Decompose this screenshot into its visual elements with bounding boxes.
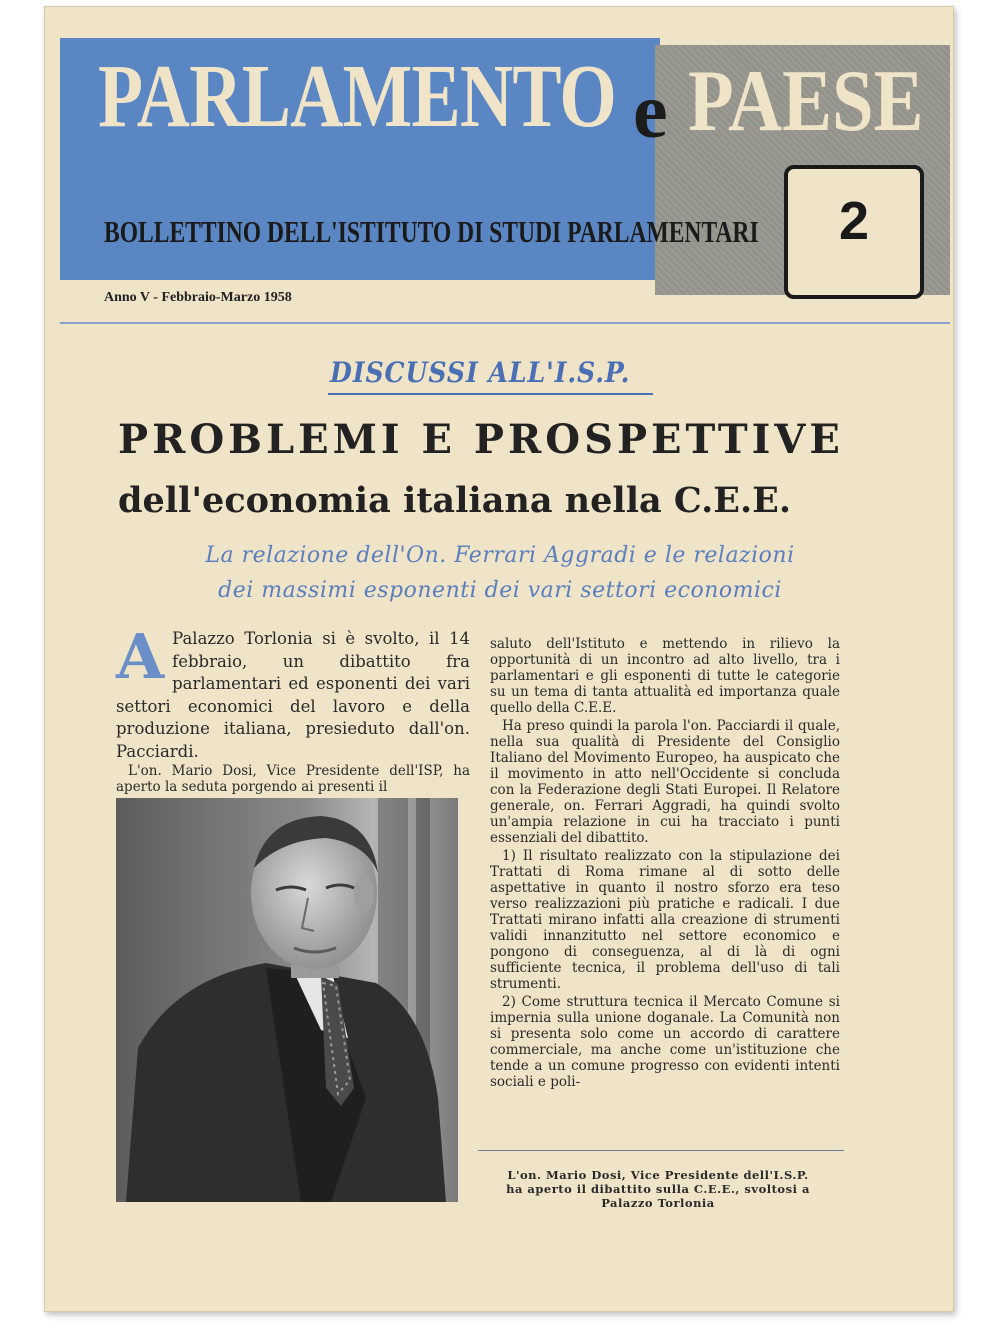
article-column-right: [490, 636, 840, 1092]
caption-divider: [478, 1150, 844, 1151]
masthead-title-conjunction: e: [633, 67, 668, 154]
masthead-subtitle: BOLLETTINO DELL'ISTITUTO DI STUDI PARLAMENTARI: [104, 214, 759, 249]
article-kicker: DISCUSSI ALL'I.S.P.: [330, 356, 631, 389]
masthead-title-paese: PAESE: [688, 53, 924, 150]
article-paragraph: 2) Come struttura tecnica il Mercato Comune si impernia sulla unione doganale. La Comunità non si presenta solo come un accordo di carattere commerciale, ma anche come un'istituzione che tende a un comune progresso con evidenti intenti sociali e poli-: [490, 994, 840, 1090]
article-paragraph: L'on. Mario Dosi, Vice Presidente dell'ISP, ha aperto la seduta porgendo ai presenti il: [116, 763, 470, 795]
issue-number: 2: [838, 191, 870, 251]
header-divider: [60, 322, 950, 324]
issue-number-box: [784, 165, 924, 299]
portrait-illustration: [116, 798, 458, 1202]
caption-line: L'on. Mario Dosi, Vice Presidente dell'I.S.P.: [507, 1168, 809, 1182]
article-paragraph: 1) Il risultato realizzato con la stipulazione dei Trattati di Roma rimane al di sotto delle aspettative in quanto il nostro sforzo era teso verso realizzazioni più pratiche e radicali. I due Trattati mirano infatti alla creazione di strumenti validi innanzitutto nel settore economico e pongono di conseguenza, al di là di ogni sufficiente tecnica, il problema dell'uso di tali strumenti.: [490, 848, 840, 992]
caption-line: Palazzo Torlonia: [601, 1196, 715, 1210]
article-deck: [170, 538, 830, 608]
article-paragraph: Ha preso quindi la parola l'on. Pacciardi il quale, nella sua qualità di Presidente del Consiglio Italiano del Movimento Europeo, ha auspicato che il movimento in atto nell'Occidente si concluda con la Federazione degli Stati Europei. Il Relatore generale, on. Ferrari Aggradi, ha quindi svolto un'ampia relazione in cui ha tracciato i punti essenziali del dibattito.: [490, 718, 840, 846]
masthead-title-parlamento: PARLAMENTO: [98, 47, 616, 146]
kicker-underline: [328, 393, 653, 395]
dateline: Anno V - Febbraio-Marzo 1958: [104, 290, 292, 305]
article-column-left: [116, 620, 470, 795]
photo-caption: [488, 1168, 828, 1210]
article-subheadline: dell'economia italiana nella C.E.E.: [118, 480, 791, 521]
deck-line: dei massimi esponenti dei vari settori economici: [218, 578, 782, 603]
caption-line: ha aperto il dibattito sulla C.E.E., svoltosi a: [506, 1182, 810, 1196]
portrait-photo: [116, 798, 458, 1202]
article-lead-paragraph: Palazzo Torlonia si è svolto, il 14 febbraio, un dibattito fra parlamentari ed esponenti dei vari settori economici del lavoro e della produzione italiana, presieduto dall'on. Pacciardi.: [116, 629, 470, 761]
deck-line: La relazione dell'On. Ferrari Aggradi e le relazioni: [205, 543, 795, 568]
article-paragraph: saluto dell'Istituto e mettendo in rilievo la opportunità di un incontro ad alto livello, tra i parlamentari e gli esponenti di tutte le categorie su un tema di tanta attualità ed importanza quale quello della C.E.E.: [490, 636, 840, 716]
drop-cap: A: [116, 620, 165, 693]
article-headline: PROBLEMI E PROSPETTIVE: [118, 416, 844, 463]
